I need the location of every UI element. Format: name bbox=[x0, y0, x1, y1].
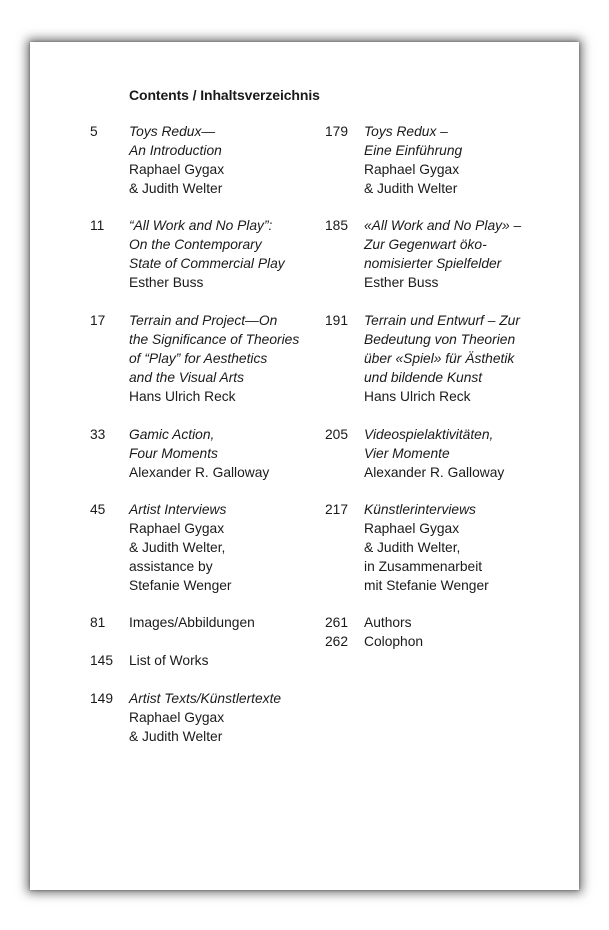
entry-title: Toys Redux – bbox=[364, 124, 448, 139]
entry-text bbox=[129, 690, 281, 747]
entry-author: & Judith Welter, bbox=[364, 539, 461, 555]
entry-title: Zur Gegenwart öko- bbox=[364, 236, 487, 252]
entry-author: Hans Ulrich Reck bbox=[129, 388, 236, 404]
entry-title: An Introduction bbox=[129, 142, 222, 158]
entry-title: Toys Redux— bbox=[129, 124, 216, 139]
entry-title: Artist Texts/Künstlertexte bbox=[129, 691, 282, 706]
entry-text bbox=[364, 123, 462, 199]
page-title: Contents / Inhaltsverzeichnis bbox=[129, 87, 320, 103]
entry-author: Alexander R. Galloway bbox=[129, 464, 270, 480]
entry-title: Authors bbox=[364, 615, 412, 630]
page-number: 262 bbox=[325, 634, 349, 649]
entry-author: & Judith Welter, bbox=[129, 539, 226, 555]
entry-text bbox=[129, 614, 255, 633]
entry-author: Hans Ulrich Reck bbox=[364, 388, 471, 404]
entry-text bbox=[364, 217, 521, 293]
page-number: 5 bbox=[90, 124, 98, 139]
entry-text bbox=[364, 633, 423, 652]
entry-author: & Judith Welter bbox=[364, 180, 458, 196]
entry-title: «All Work and No Play» – bbox=[364, 218, 522, 233]
page-number: 179 bbox=[325, 124, 349, 139]
entry-title: über «Spiel» für Ästhetik bbox=[364, 350, 515, 366]
entry-title: Terrain and Project—On bbox=[129, 313, 278, 328]
entry-title: “All Work and No Play”: bbox=[129, 218, 273, 233]
entry-text bbox=[129, 652, 208, 671]
entry-author: assistance by bbox=[129, 558, 213, 574]
entry-author: Raphael Gygax bbox=[364, 161, 460, 177]
entry-title: On the Contemporary bbox=[129, 236, 262, 252]
entry-title: Artist Interviews bbox=[129, 502, 227, 517]
entry-author: Esther Buss bbox=[129, 274, 204, 290]
entry-text bbox=[364, 312, 520, 406]
book-page bbox=[30, 42, 579, 890]
entry-text bbox=[129, 426, 269, 483]
entry-text bbox=[364, 501, 489, 595]
entry-title: Eine Einführung bbox=[364, 142, 463, 158]
entry-author: Esther Buss bbox=[364, 274, 439, 290]
page-number: 45 bbox=[90, 502, 106, 517]
entry-author: Raphael Gygax bbox=[364, 520, 460, 536]
entry-text bbox=[364, 426, 504, 483]
entry-title: List of Works bbox=[129, 653, 209, 668]
entry-author: & Judith Welter bbox=[129, 180, 223, 196]
entry-title: the Significance of Theories bbox=[129, 331, 300, 347]
entry-title: Bedeutung von Theorien bbox=[364, 331, 516, 347]
entry-title: Colophon bbox=[364, 634, 424, 649]
entry-text bbox=[364, 614, 412, 633]
page-number: 11 bbox=[90, 218, 105, 233]
entry-author: Raphael Gygax bbox=[129, 709, 225, 725]
entry-title: Terrain und Entwurf – Zur bbox=[364, 313, 520, 328]
entry-title: nomisierter Spielfelder bbox=[364, 255, 502, 271]
page-number: 17 bbox=[90, 313, 106, 328]
page-number: 185 bbox=[325, 218, 349, 233]
entry-text bbox=[129, 312, 299, 406]
entry-title: of “Play” for Aesthetics bbox=[129, 350, 268, 366]
entry-title: Gamic Action, bbox=[129, 427, 215, 442]
page-number: 33 bbox=[90, 427, 106, 442]
entry-title: and the Visual Arts bbox=[129, 369, 245, 385]
page-number: 217 bbox=[325, 502, 349, 517]
entry-title: Vier Momente bbox=[364, 445, 450, 461]
entry-author: Raphael Gygax bbox=[129, 520, 225, 536]
entry-title: Four Moments bbox=[129, 445, 218, 461]
page-number: 149 bbox=[90, 691, 114, 706]
entry-title: Künstlerinterviews bbox=[364, 502, 476, 517]
page-number: 191 bbox=[325, 313, 349, 328]
page-number: 205 bbox=[325, 427, 349, 442]
entry-author: in Zusammenarbeit bbox=[364, 558, 483, 574]
entry-title: Videospielaktivitäten, bbox=[364, 427, 494, 442]
entry-author: Stefanie Wenger bbox=[129, 577, 232, 593]
entry-title: State of Commercial Play bbox=[129, 255, 285, 271]
entry-text bbox=[129, 217, 285, 293]
page-number: 81 bbox=[90, 615, 106, 630]
entry-title: Images/Abbildungen bbox=[129, 615, 255, 630]
page-number: 145 bbox=[90, 653, 114, 668]
entry-author: & Judith Welter bbox=[129, 728, 223, 744]
entry-author: Alexander R. Galloway bbox=[364, 464, 505, 480]
entry-author: mit Stefanie Wenger bbox=[364, 577, 489, 593]
page-number: 261 bbox=[325, 615, 349, 630]
entry-text bbox=[129, 501, 232, 595]
entry-author: Raphael Gygax bbox=[129, 161, 225, 177]
entry-title: und bildende Kunst bbox=[364, 369, 483, 385]
entry-text bbox=[129, 123, 224, 199]
